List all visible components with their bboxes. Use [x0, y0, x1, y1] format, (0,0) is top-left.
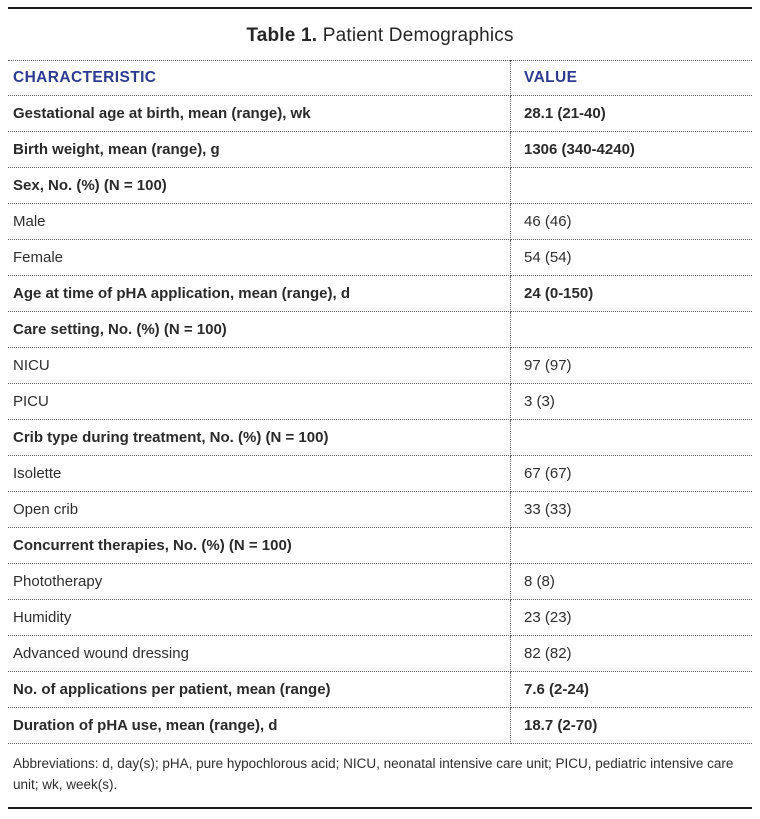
table-row — [8, 636, 752, 672]
characteristic-cell: No. of applications per patient, mean (range) — [8, 672, 511, 708]
characteristic-cell: NICU — [8, 348, 511, 384]
table-row — [8, 672, 752, 708]
value-cell: 7.6 (2-24) — [511, 672, 753, 708]
table-row — [8, 204, 752, 240]
value-cell — [511, 528, 753, 564]
characteristic-cell: Phototherapy — [8, 564, 511, 600]
characteristic-cell: Female — [8, 240, 511, 276]
column-header-characteristic: CHARACTERISTIC — [8, 61, 511, 96]
value-cell: 18.7 (2-70) — [511, 708, 753, 744]
characteristic-cell: Age at time of pHA application, mean (range), d — [8, 276, 511, 312]
value-cell: 23 (23) — [511, 600, 753, 636]
table-row — [8, 168, 752, 204]
table-header — [8, 61, 752, 96]
table-row — [8, 96, 752, 132]
characteristic-cell: Humidity — [8, 600, 511, 636]
table-body — [8, 96, 752, 744]
table-row — [8, 132, 752, 168]
abbreviations-footnote: Abbreviations: d, day(s); pHA, pure hypochlorous acid; NICU, neonatal intensive care unit; PICU, pediatric intensive care unit; wk, week(s). — [13, 756, 734, 792]
value-cell: 8 (8) — [511, 564, 753, 600]
table-row — [8, 708, 752, 744]
value-cell — [511, 168, 753, 204]
value-cell: 1306 (340-4240) — [511, 132, 753, 168]
value-cell: 3 (3) — [511, 384, 753, 420]
value-cell: 46 (46) — [511, 204, 753, 240]
top-rule — [8, 7, 752, 9]
value-cell: 54 (54) — [511, 240, 753, 276]
table-row — [8, 420, 752, 456]
value-cell: 28.1 (21-40) — [511, 96, 753, 132]
table-row — [8, 564, 752, 600]
table-row — [8, 456, 752, 492]
value-cell — [511, 420, 753, 456]
characteristic-cell: Duration of pHA use, mean (range), d — [8, 708, 511, 744]
characteristic-cell: Open crib — [8, 492, 511, 528]
table-row — [8, 528, 752, 564]
table-title — [8, 25, 752, 47]
characteristic-cell: Advanced wound dressing — [8, 636, 511, 672]
table-row — [8, 240, 752, 276]
table-row — [8, 600, 752, 636]
table-title-text: Patient Demographics — [317, 25, 514, 46]
table-row — [8, 348, 752, 384]
characteristic-cell: Sex, No. (%) (N = 100) — [8, 168, 511, 204]
characteristic-cell: Birth weight, mean (range), g — [8, 132, 511, 168]
column-header-value: VALUE — [511, 61, 753, 96]
value-cell: 33 (33) — [511, 492, 753, 528]
value-cell: 82 (82) — [511, 636, 753, 672]
characteristic-cell: PICU — [8, 384, 511, 420]
characteristic-cell: Male — [8, 204, 511, 240]
characteristic-cell: Crib type during treatment, No. (%) (N = 100) — [8, 420, 511, 456]
table-row — [8, 384, 752, 420]
table-row — [8, 312, 752, 348]
table-row — [8, 492, 752, 528]
table-number-label: Table 1. — [246, 25, 318, 46]
characteristic-cell: Gestational age at birth, mean (range), wk — [8, 96, 511, 132]
patient-demographics-table — [8, 60, 752, 744]
characteristic-cell: Isolette — [8, 456, 511, 492]
value-cell: 24 (0-150) — [511, 276, 753, 312]
characteristic-cell: Care setting, No. (%) (N = 100) — [8, 312, 511, 348]
value-cell: 67 (67) — [511, 456, 753, 492]
value-cell: 97 (97) — [511, 348, 753, 384]
bottom-rule — [8, 807, 752, 809]
table-row — [8, 276, 752, 312]
header-row — [8, 61, 752, 96]
characteristic-cell: Concurrent therapies, No. (%) (N = 100) — [8, 528, 511, 564]
value-cell — [511, 312, 753, 348]
